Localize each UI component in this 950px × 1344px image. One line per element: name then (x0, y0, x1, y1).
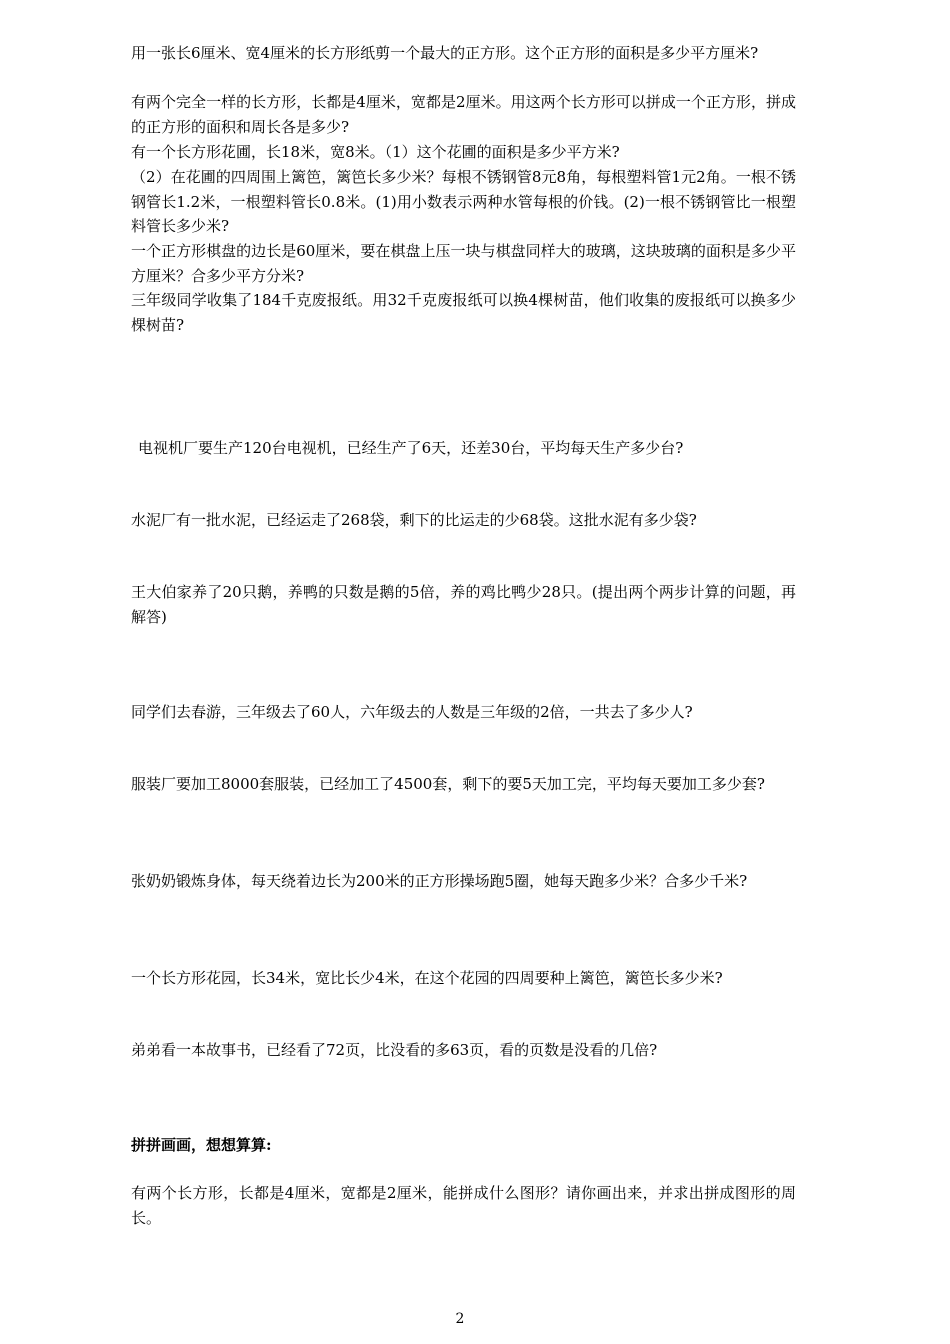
section-heading: 拼拼画画，想想算算: (131, 1136, 272, 1154)
page-number: 2 (455, 1311, 465, 1327)
problem-storybook: 弟弟看一本故事书，已经看了72页，比没看的多63页，看的页数是没看的几倍? (131, 1041, 658, 1059)
problem-tv-factory: 电视机厂要生产120台电视机，已经生产了6天，还差30台，平均每天生产多少台? (138, 439, 684, 457)
problem-clothing-factory: 服装厂要加工8000套服装，已经加工了4500套，剩下的要5天加工完，平均每天要加工多少套? (131, 775, 765, 793)
problem-paper-square: 用一张长6厘米、宽4厘米的长方形纸剪一个最大的正方形。这个正方形的面积是多少平方厘米? (131, 44, 759, 62)
problem-two-rectangles-square: 有两个完全一样的长方形，长都是4厘米，宽都是2厘米。用这两个长方形可以拼成一个正方形，拼成的正方形的面积和周长各是多少? (131, 93, 796, 136)
problem-chessboard-glass: 一个正方形棋盘的边长是60厘米，要在棋盘上压一块与棋盘同样大的玻璃，这块玻璃的面积是多少平方厘米？合多少平方分米? (131, 242, 796, 285)
problem-waste-paper: 三年级同学收集了184千克废报纸。用32千克废报纸可以换4棵树苗，他们收集的废报纸可以换多少棵树苗? (131, 291, 796, 334)
problem-poultry: 王大伯家养了20只鹅，养鸭的只数是鹅的5倍，养的鸡比鸭少28只。(提出两个两步计算的问题，再解答) (131, 583, 796, 626)
problem-combine-rectangles: 有两个长方形，长都是4厘米，宽都是2厘米，能拼成什么图形？请你画出来，并求出拼成图形的周长。 (131, 1184, 796, 1227)
problem-fence-pipes: （2）在花圃的四周围上篱笆，篱笆长多少米？每根不锈钢管8元8角，每根塑料管1元2角。一根不锈钢管长1.2米，一根塑料管长0.8米。(1)用小数表示两种水管每根的价钱。(2)一根不锈钢管比一根塑料管长多少米? (131, 168, 796, 235)
problem-running: 张奶奶锻炼身体，每天绕着边长为200米的正方形操场跑5圈，她每天跑多少米？合多少千米? (131, 872, 748, 890)
problem-garden-area: 有一个长方形花圃，长18米，宽8米。（1）这个花圃的面积是多少平方米? (131, 143, 620, 161)
problem-cement: 水泥厂有一批水泥，已经运走了268袋，剩下的比运走的少68袋。这批水泥有多少袋? (131, 511, 697, 529)
problem-spring-outing: 同学们去春游，三年级去了60人，六年级去的人数是三年级的2倍，一共去了多少人? (131, 703, 693, 721)
problem-garden-fence: 一个长方形花园，长34米，宽比长少4米，在这个花园的四周要种上篱笆，篱笆长多少米? (131, 969, 723, 987)
